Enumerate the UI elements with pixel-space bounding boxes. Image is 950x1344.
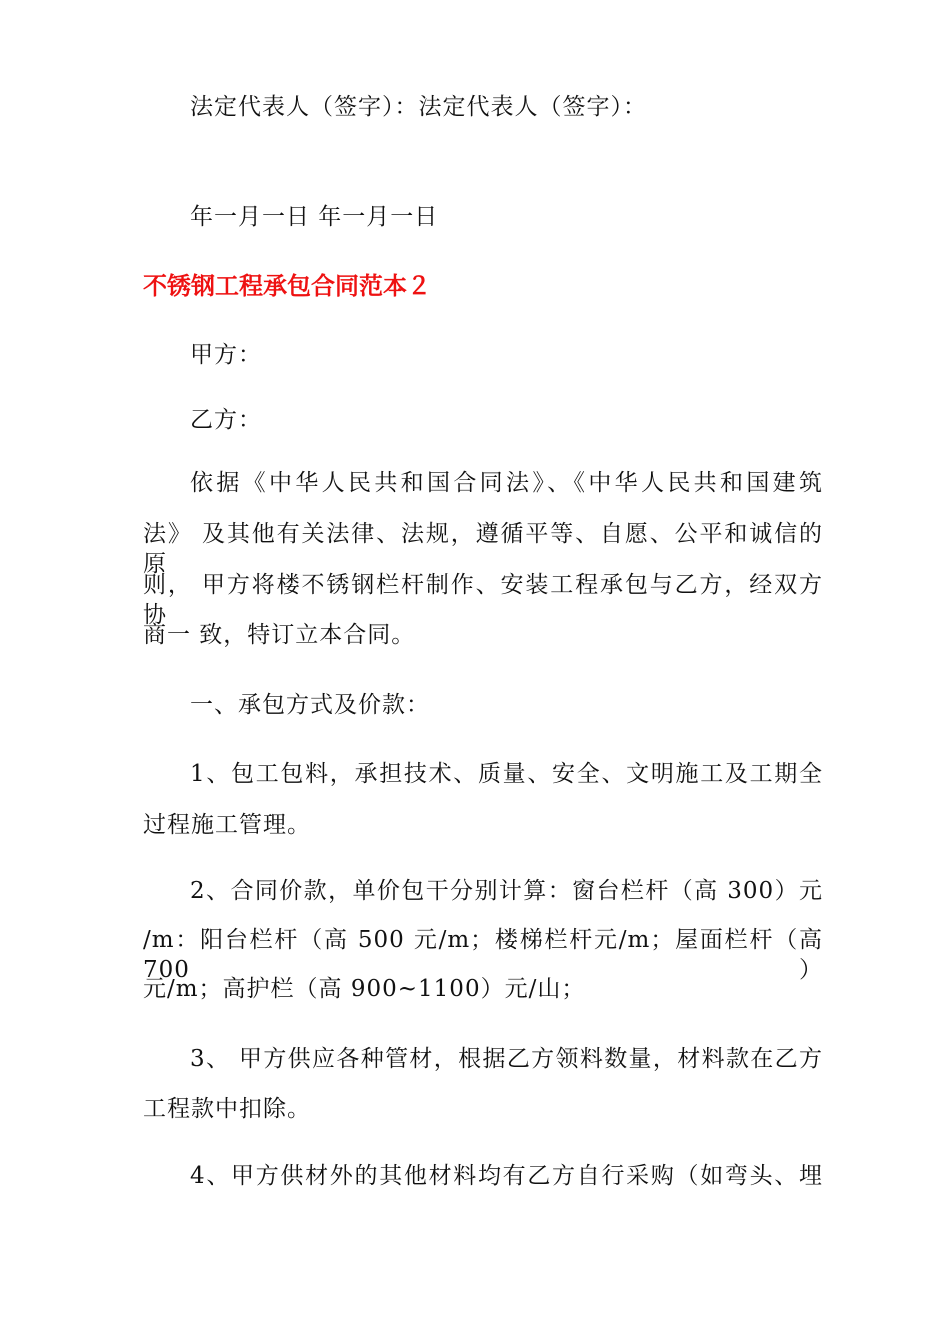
item-2-line-3: 元/m；高护栏（高 900~1100）元/山； (143, 976, 586, 1002)
date-line: 年一月一日 年一月一日 (190, 204, 439, 230)
item-2-line-1: 2、合同价款，单价包干分别计算：窗台栏杆（高 300）元 (190, 878, 823, 904)
item-1-line-1: 1、包工包料，承担技术、质量、安全、文明施工及工期全 (190, 761, 823, 787)
intro-line-2: 法》 及其他有关法律、法规，遵循平等、自愿、公平和诚信的原 (143, 521, 823, 577)
intro-line-4: 商一 致，特订立本合同。 (143, 622, 416, 648)
party-a-label: 甲方： (190, 342, 262, 368)
intro-line-1: 依据《中华人民共和国合同法》、《中华人民共和国建筑 (190, 470, 823, 496)
item-3-line-1: 3、 甲方供应各种管材，根据乙方领料数量，材料款在乙方 (190, 1046, 823, 1072)
section-title: 不锈钢工程承包合同范本２ (143, 272, 431, 300)
item-4-line-1: 4、甲方供材外的其他材料均有乙方自行采购（如弯头、埋 (190, 1163, 823, 1189)
item-3-line-2: 工程款中扣除。 (143, 1096, 311, 1122)
item-1-line-2: 过程施工管理。 (143, 812, 311, 838)
intro-line-3: 则， 甲方将楼不锈钢栏杆制作、安装工程承包与乙方，经双方协 (143, 572, 823, 628)
item-2-line-2: /m：阳台栏杆（高 500 元/m；楼梯栏杆元/m；屋面栏杆（高 700） (143, 927, 823, 983)
section-heading-payment: 一、承包方式及价款： (190, 692, 430, 718)
signature-line: 法定代表人（签字）：法定代表人（签字）： (190, 94, 647, 120)
party-b-label: 乙方： (190, 407, 262, 433)
